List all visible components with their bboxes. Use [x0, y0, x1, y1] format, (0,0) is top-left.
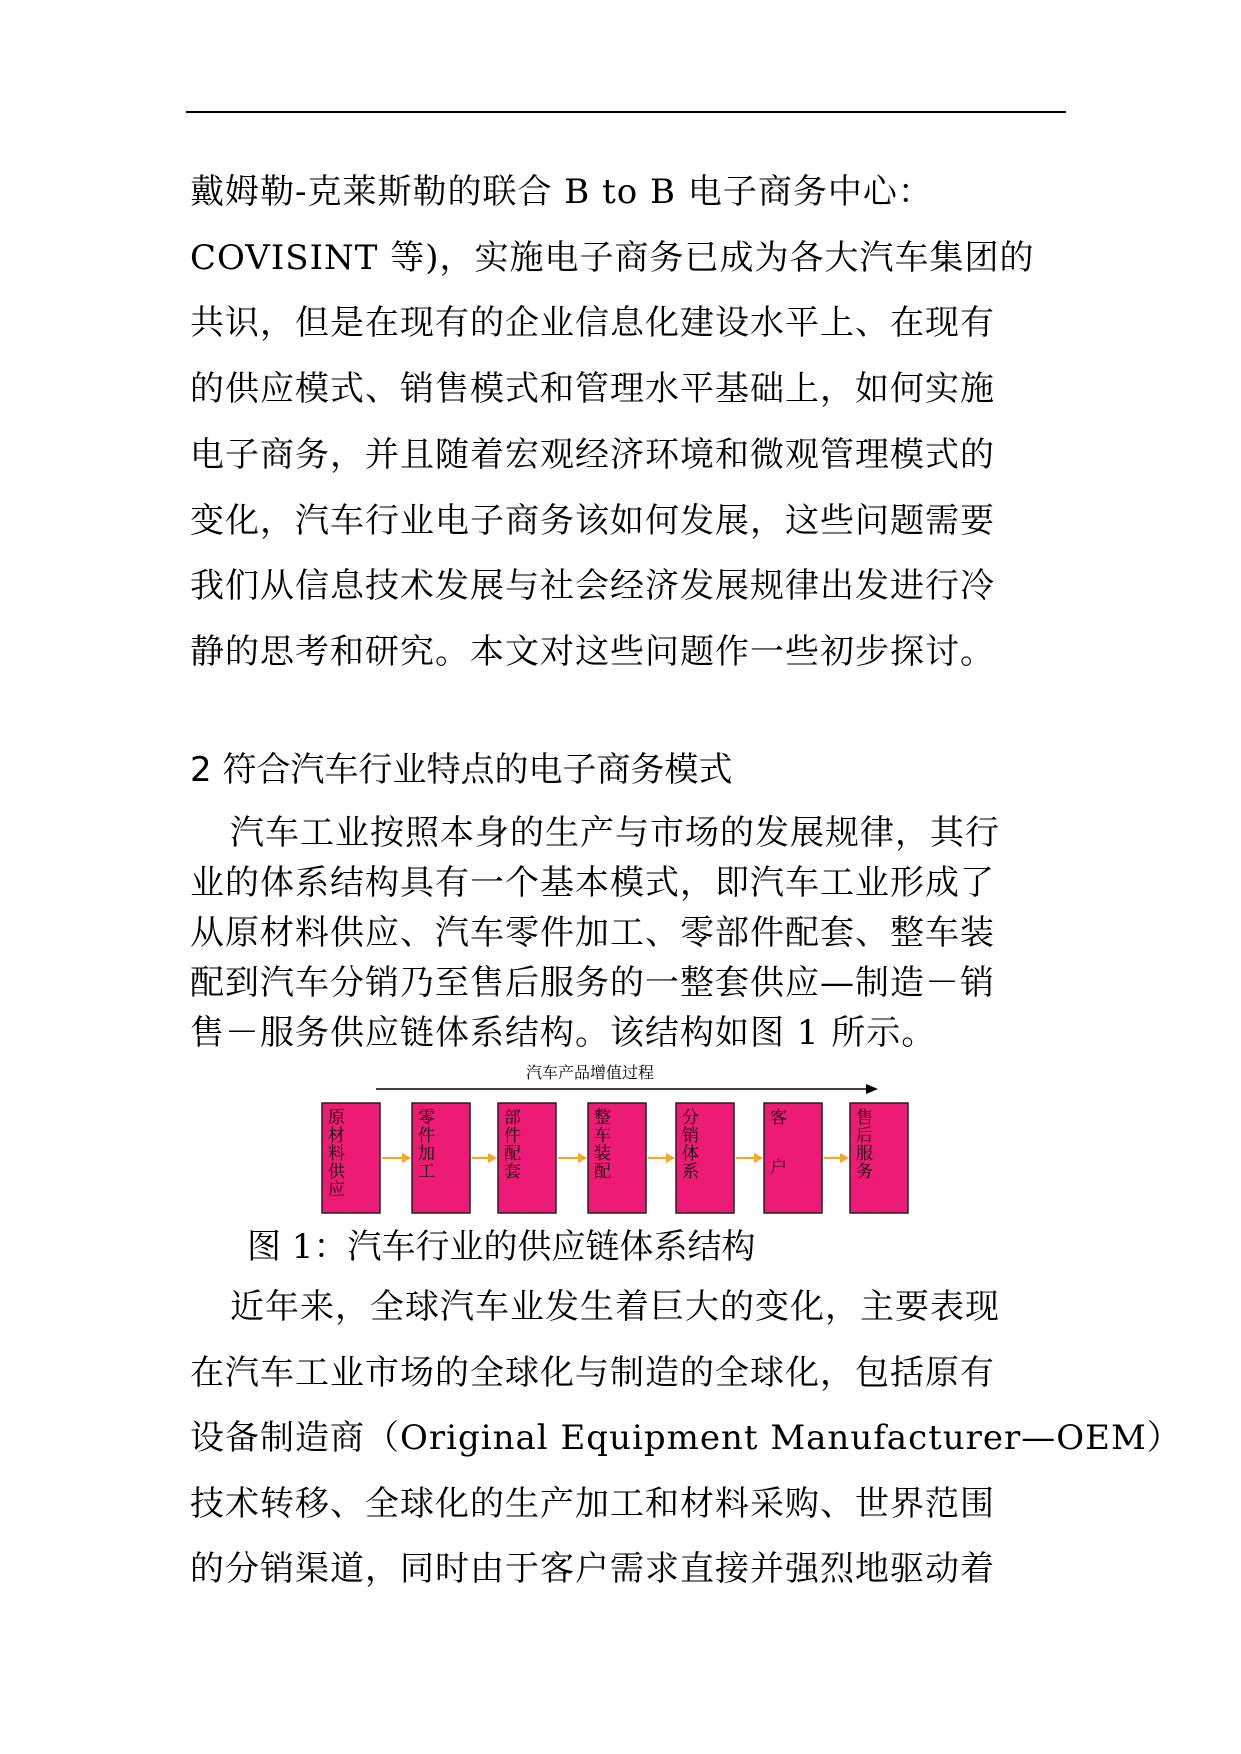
text-line: 电子商务，并且随着宏观经济环境和微观管理模式的: [190, 434, 995, 475]
text-line: 从原材料供应、汽车零件加工、零部件配套、整车装: [190, 913, 995, 953]
text-line: 售－服务供应链体系结构。该结构如图 1 所示。: [190, 1013, 937, 1053]
text-line: 的分销渠道，同时由于客户需求直接并强烈地驱动着: [190, 1549, 995, 1590]
diagram-box-label: 零件加工: [418, 1108, 435, 1182]
text-line: 戴姆勒-克莱斯勒的联合 B to B 电子商务中心：: [190, 172, 933, 212]
paragraph-intro: [190, 160, 1070, 686]
diagram-box-label: 整车装配: [594, 1108, 611, 1182]
diagram-connector-arrowhead: [578, 1153, 587, 1163]
diagram-arrow-label: 汽车产品增值过程: [525, 1063, 655, 1082]
diagram-connector-arrowhead: [402, 1153, 411, 1163]
text-line: 我们从信息技术发展与社会经济发展规律出发进行冷: [190, 566, 995, 607]
figure-caption: 图 1：汽车行业的供应链体系结构: [247, 1227, 756, 1267]
text-line: 配到汽车分销乃至售后服务的一整套供应—制造－销: [190, 963, 995, 1003]
diagram-box-label: 售后服务: [856, 1108, 873, 1182]
diagram-connector-arrowhead: [666, 1153, 675, 1163]
text-line: 静的思考和研究。本文对这些问题作一些初步探讨。: [190, 631, 995, 672]
text-line: 设备制造商（Original Equipment Manufacturer—OEM）: [190, 1418, 1182, 1459]
diagram-connector-arrowhead: [754, 1153, 763, 1163]
diagram-connector-arrowhead: [488, 1153, 497, 1163]
diagram-connector-arrowhead: [840, 1153, 849, 1163]
header-rule: [186, 111, 1066, 113]
diagram-box-label: 分销体系: [682, 1108, 699, 1182]
text-line: 业的体系结构具有一个基本模式，即汽车工业形成了: [190, 863, 995, 903]
text-line: 变化，汽车行业电子商务该如何发展，这些问题需要: [190, 500, 995, 541]
diagram-box-label: 客户: [770, 1108, 787, 1178]
text-line: 的供应模式、销售模式和管理水平基础上，如何实施: [190, 369, 995, 410]
paragraph-global: [190, 1275, 1182, 1603]
text-line: 近年来，全球汽车业发生着巨大的变化，主要表现: [230, 1287, 1000, 1327]
diagram-box-label: 原材料供应: [328, 1108, 345, 1200]
diagram-box-label: 部件配套: [504, 1108, 521, 1182]
diagram-boxes: [322, 1103, 908, 1213]
text-line: 技术转移、全球化的生产加工和材料采购、世界范围: [190, 1483, 995, 1524]
section-heading: 2 符合汽车行业特点的电子商务模式: [190, 750, 733, 790]
value-arrow-head: [866, 1084, 878, 1094]
text-line: COVISINT 等)，实施电子商务已成为各大汽车集团的: [190, 237, 1035, 278]
supply-chain-diagram: [320, 1062, 920, 1222]
text-line: 共识，但是在现有的企业信息化建设水平上、在现有: [190, 303, 995, 344]
text-line: 汽车工业按照本身的生产与市场的发展规律，其行: [230, 813, 1000, 853]
paragraph-supply-chain: [190, 808, 1070, 1058]
text-line: 在汽车工业市场的全球化与制造的全球化，包括原有: [190, 1352, 995, 1393]
